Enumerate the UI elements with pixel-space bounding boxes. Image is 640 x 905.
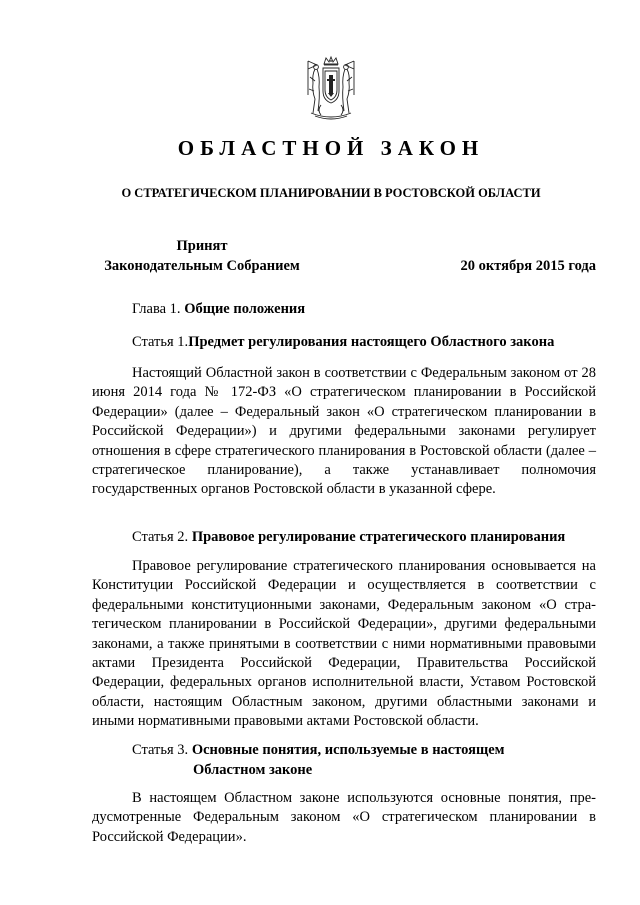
chapter-prefix: Глава 1. — [132, 301, 185, 317]
article-3-body — [92, 789, 596, 847]
article-2-prefix: Статья 2. — [132, 529, 192, 545]
article-3-text: В настоящем Областном законе используются основные понятия, предусмотренные Федеральным законом «О стратегическом планировании в Российской Федерации». — [92, 790, 596, 845]
article-2-text: Правовое регулирование стратегического планирования основывается на Конституции Российской Федерации и осуществляется в соответствии с федеральными конституционными законами, Федеральным законом «О стратегическом планировании в Российской Федерации», другими федеральными законами, а также принятыми в соответствии с ними нормативными правовыми актами Президента Российской Федерации, Правительства Российской Федерации, федеральных органов исполнительной власти, Уставом Ростовской области, настоящим Областным законом, другими областными законами и иными нормативными правовыми актами Ростовской области. — [92, 558, 596, 730]
adopted-date: 20 октября 2015 года — [460, 258, 596, 274]
adopted-by — [92, 236, 312, 276]
chapter-title: Общие положения — [184, 301, 306, 317]
article-1-title: Предмет регулирования настоящего Областного закона — [188, 334, 555, 350]
article-3-title-line-1: Основные понятия, используемые в настоящем — [191, 742, 505, 758]
chapter-heading — [132, 299, 305, 319]
article-1-body — [92, 364, 596, 500]
adopted-line-2: Законодательным Собранием — [104, 258, 300, 274]
article-2-title: Правовое регулирование стратегического планирования — [191, 529, 566, 545]
article-3-title-line-2: Областном законе — [193, 762, 313, 778]
article-1-prefix: Статья 1. — [132, 334, 189, 350]
article-2-heading — [132, 527, 565, 547]
article-3-prefix: Статья 3. — [132, 742, 192, 758]
article-1-text: Настоящий Областной закон в соответствии с Федеральным законом от 28 июня 2014 года № 172-ФЗ «О стратегическом планировании в Российской Федерации» (далее – Федеральный закон «О стратегическом планировании в Российской Федерации») и другими федеральными законами регулирует отношения в сфере стратегического планирования в Ростовской области (далее – стратегическое планирование), а также устанавливает полномочия государственных органов Ростовской области в указанной сфере. — [92, 365, 596, 498]
adopted-line-1: Принят — [176, 238, 228, 254]
law-subtitle: О СТРАТЕГИЧЕСКОМ ПЛАНИРОВАНИИ В РОСТОВСКОЙ ОБЛАСТИ — [121, 186, 541, 200]
article-1-heading — [132, 332, 554, 352]
law-title: ОБЛАСТНОЙ ЗАКОН — [177, 136, 485, 160]
rostov-coat-of-arms-icon — [303, 55, 359, 123]
article-3-heading — [132, 740, 505, 780]
article-2-body — [92, 557, 596, 732]
